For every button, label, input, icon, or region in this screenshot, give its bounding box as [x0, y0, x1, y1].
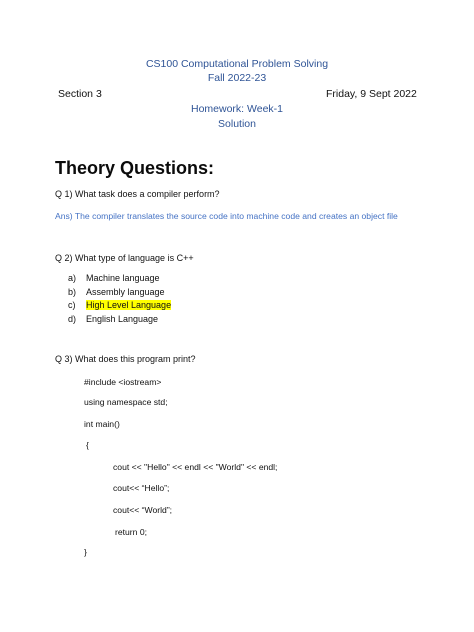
solution-label: Solution: [218, 118, 256, 130]
q1-answer: Ans) The compiler translates the source code into machine code and creates an object file: [55, 211, 398, 221]
q2-option-c: [68, 300, 171, 310]
q2-option-b: [68, 287, 165, 297]
option-letter: a): [68, 273, 77, 283]
date-label: Friday, 9 Sept 2022: [326, 88, 417, 100]
section-label: Section 3: [58, 88, 102, 100]
option-text: Machine language: [86, 273, 160, 283]
highlighted-answer: High Level Language: [86, 300, 172, 310]
code-line-2: using namespace std;: [84, 397, 168, 407]
course-title: CS100 Computational Problem Solving: [145, 58, 329, 70]
q2-question: Q 2) What type of language is C++: [55, 253, 194, 263]
q2-option-d: [68, 314, 158, 324]
option-text: English Language: [86, 314, 159, 324]
q2-option-a: [68, 273, 160, 283]
term: Fall 2022-23: [207, 72, 267, 84]
q1-question: Q 1) What task does a compiler perform?: [55, 189, 220, 199]
q3-question: Q 3) What does this program print?: [55, 354, 196, 364]
option-letter: c): [68, 300, 76, 310]
option-letter: b): [68, 287, 77, 297]
code-line-3: int main(): [84, 419, 120, 429]
code-line-6: cout<< “Hello”;: [113, 483, 170, 493]
code-line-8: return 0;: [115, 527, 148, 537]
code-line-9: }: [84, 547, 87, 557]
code-line-1: #include <iostream>: [84, 377, 162, 387]
option-letter: d): [68, 314, 77, 324]
homework-title: Homework: Week-1: [191, 103, 283, 115]
code-line-4: {: [86, 440, 89, 450]
option-text: Assembly language: [86, 287, 165, 297]
code-line-5: cout << "Hello" << endl << "World" << endl;: [113, 462, 278, 472]
theory-heading: Theory Questions:: [55, 158, 215, 178]
code-line-7: cout<< “World”;: [113, 505, 173, 515]
